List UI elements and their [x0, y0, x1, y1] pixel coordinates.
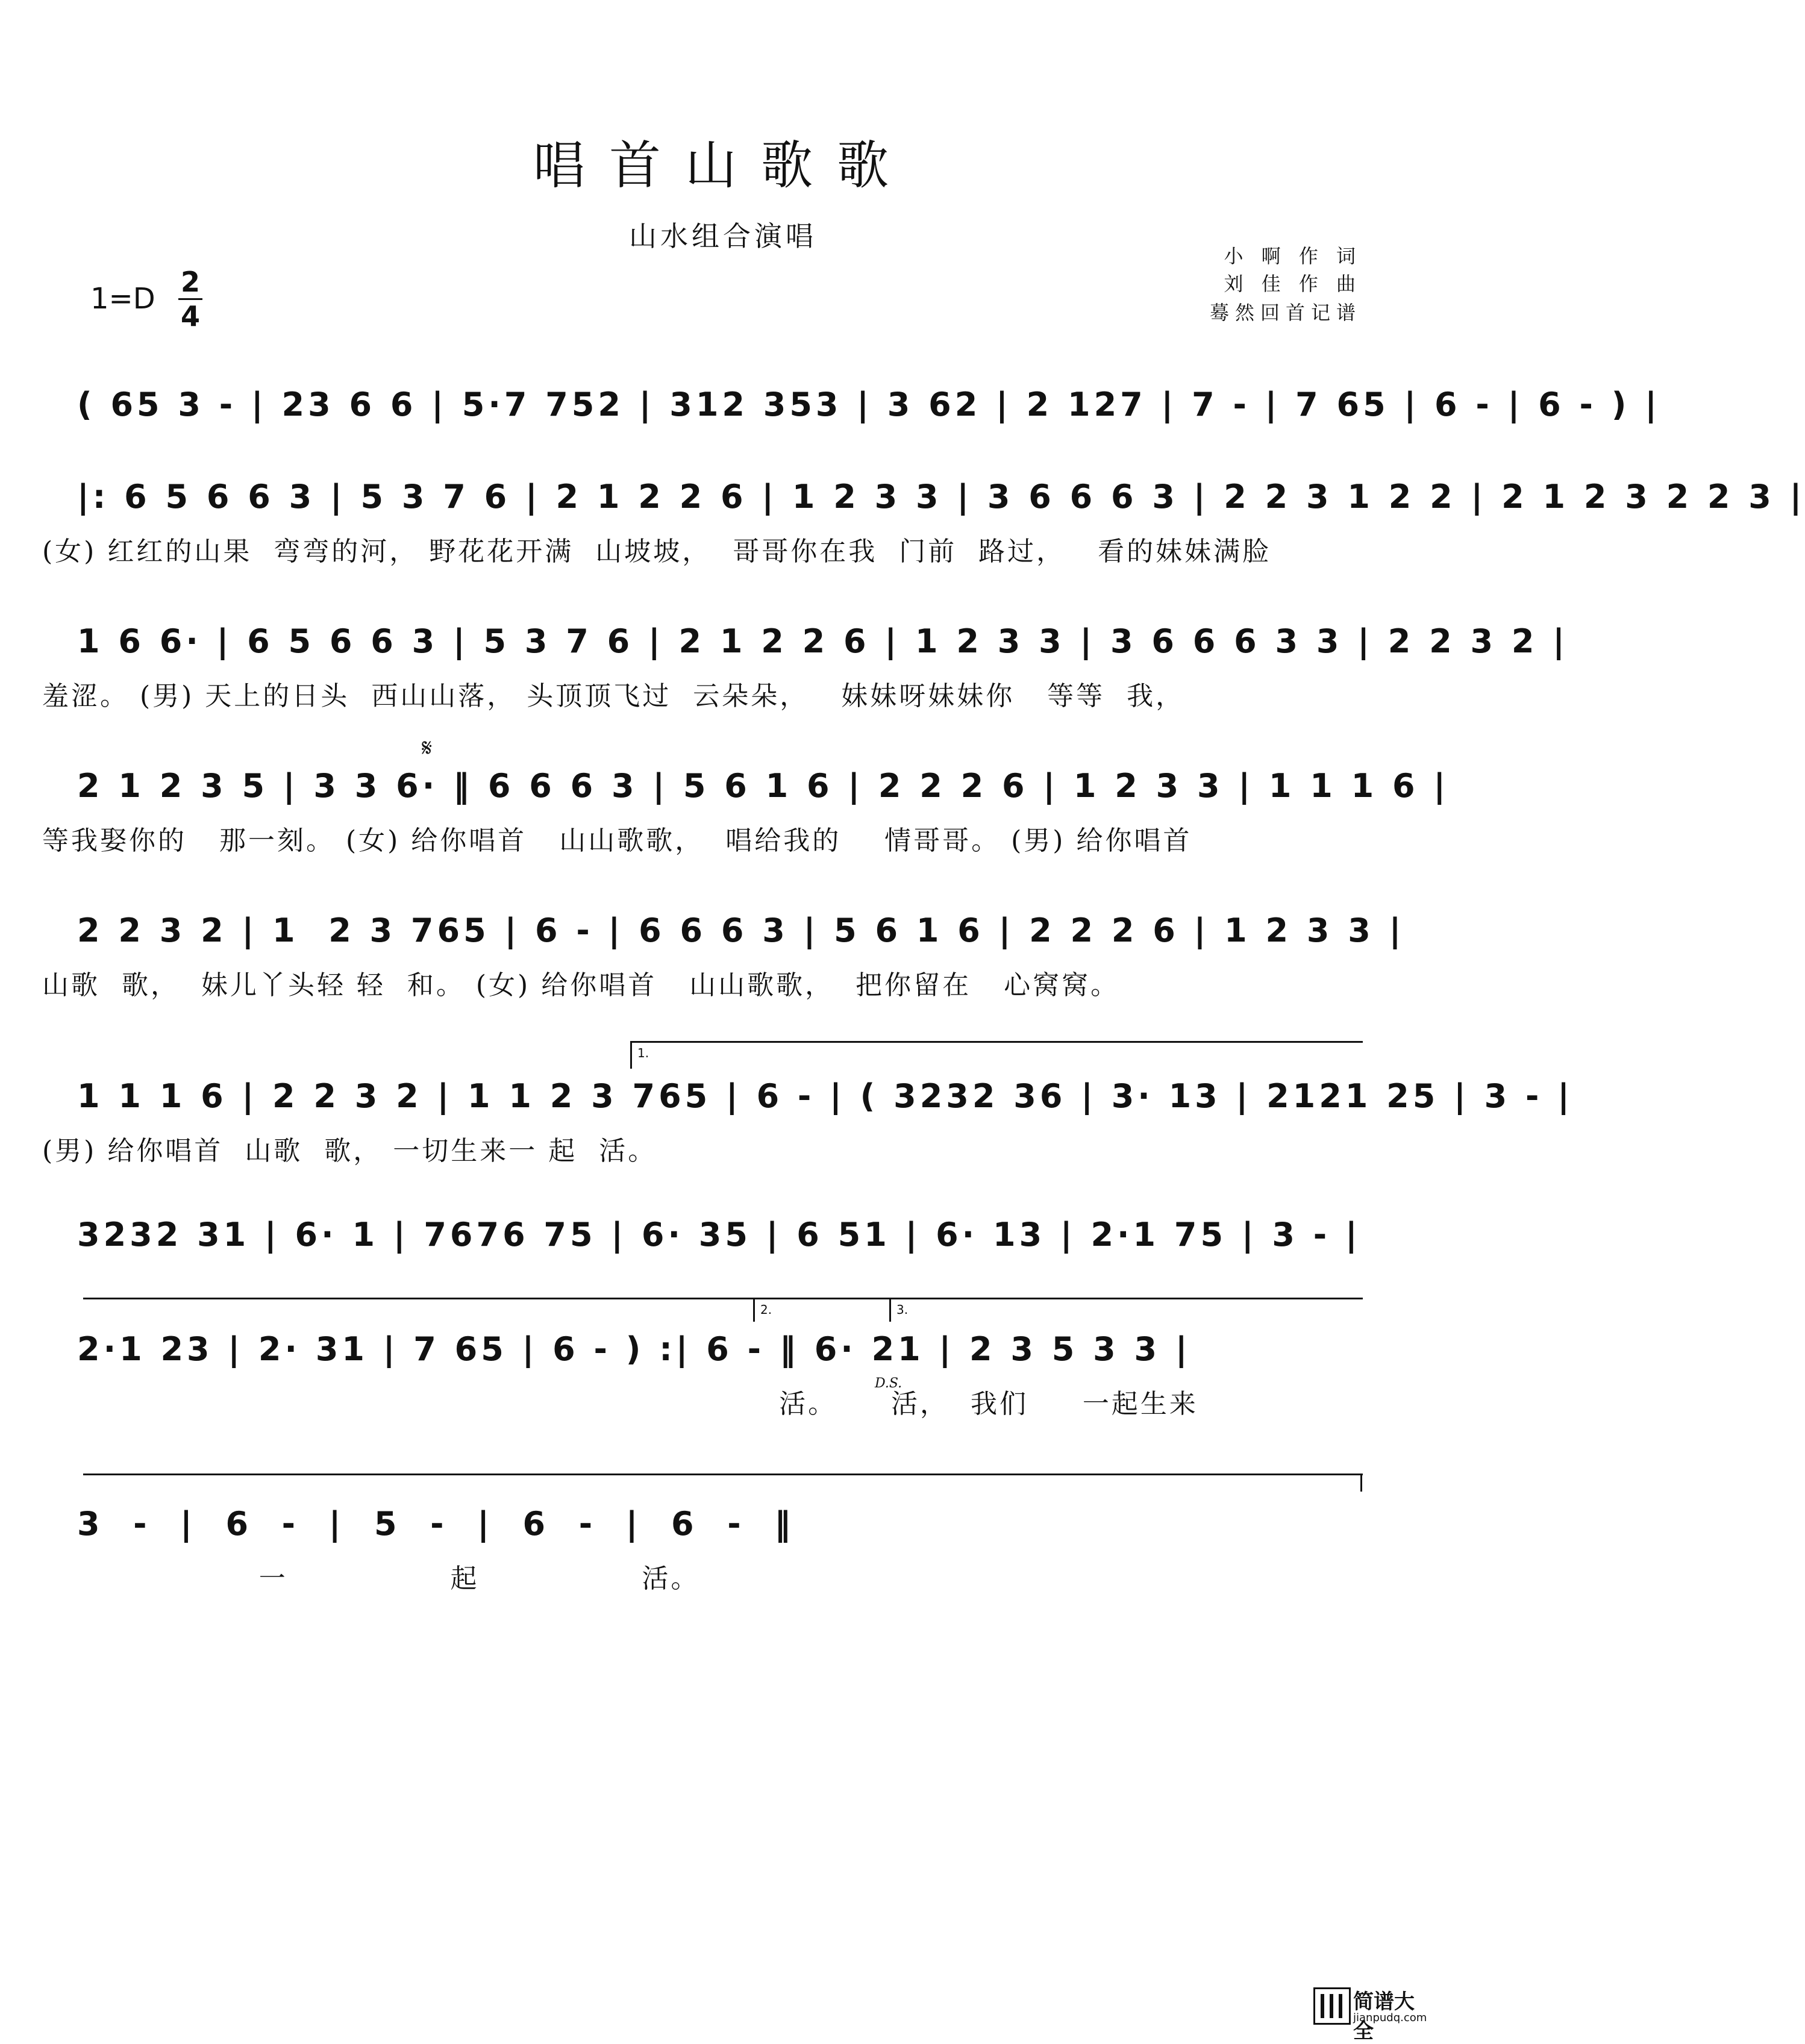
- time-signature: [178, 266, 202, 332]
- score-row-9: [0, 1500, 1446, 1594]
- lyrics-line: 山歌 歌， 妹儿丫头轻 轻 和。 (女) 给你唱首 山山歌歌， 把你留在 心窝窝。: [42, 970, 1120, 1001]
- volta-3-label: 3.: [896, 1302, 909, 1317]
- lyrics-line: 羞涩。 (男) 天上的日头 西山山落， 头顶顶飞过 云朵朵， 妹妹呀妹妹你 等等 我，: [42, 681, 1185, 711]
- segno-sign: 𝄋: [422, 734, 433, 762]
- lyrics-line: 活。 活， 我们 一起生来: [42, 1389, 1198, 1419]
- notes-line: 1 6 6· | 6 5 6 6 3 | 5 3 7 6 | 2 1 2 2 6 | 1 2 3 3 | 3 6 6 6 3 3 | 2 2 3 2 |: [77, 622, 1568, 660]
- score-row-5: [0, 907, 1446, 1001]
- notes-line: ( 65 3 - | 23 6 6 | 5·7 752 | 312 353 | 3 62 | 2 127 | 7 - | 7 65 | 6 - | 6 - ) |: [77, 386, 1660, 423]
- score-row-8: [0, 1325, 1446, 1419]
- page-title: 唱首山歌歌: [533, 136, 913, 196]
- ds-mark: D.S.: [875, 1376, 902, 1391]
- transcriber-credit: 蓦然回首记谱: [1209, 301, 1362, 324]
- notes-line: 2 1 2 3 5 | 3 3 6· ‖ 6 6 6 3 | 5 6 1 6 | 2 2 2 6 | 1 2 3 3 | 1 1 1 6 |: [77, 767, 1450, 805]
- composer-credit: 刘 佳 作 曲: [1224, 272, 1362, 295]
- notes-line: 2·1 23 | 2· 31 | 7 65 | 6 - ) :| 6 - ‖ 6· 21 | 2 3 5 3 3 |: [77, 1330, 1191, 1368]
- notes-line: 3232 31 | 6· 1 | 7676 75 | 6· 35 | 6 51 | 6· 13 | 2·1 75 | 3 - |: [77, 1216, 1361, 1254]
- score-row-1: [0, 381, 1660, 453]
- score-row-3: [0, 617, 1568, 711]
- piano-logo-icon: [1313, 1987, 1351, 2025]
- score-row-7: [0, 1211, 1446, 1283]
- score-row-4: [0, 734, 1450, 856]
- volta-1-bracket: [630, 1041, 1363, 1043]
- site-logo: [1313, 1984, 1434, 2043]
- score-row-2: [0, 473, 1805, 567]
- lyrics-line: (女) 红红的山果 弯弯的河， 野花花开满 山坡坡， 哥哥你在我 门前 路过， 看的妹妹满脸: [42, 536, 1272, 567]
- volta-3-bracket-edge: [889, 1298, 891, 1322]
- score-row-6: [0, 1072, 1573, 1166]
- notes-line: 2 2 3 2 | 1 2 3 765 | 6 - | 6 6 6 3 | 5 6 1 6 | 2 2 2 6 | 1 2 3 3 |: [77, 911, 1405, 949]
- lyricist-credit: 小 啊 作 词: [1224, 245, 1362, 267]
- notes-line: 3 - | 6 - | 5 - | 6 - | 6 - ‖: [77, 1505, 795, 1543]
- performer-subtitle: 山水组合演唱: [629, 220, 817, 252]
- lyrics-line: 一 起 活。: [42, 1563, 700, 1594]
- volta-3-continuation: [83, 1474, 1363, 1475]
- volta-3-end: [1360, 1474, 1362, 1492]
- volta-1-continuation: [83, 1298, 1363, 1299]
- time-bottom: 4: [180, 300, 200, 333]
- lyrics-line: 等我娶你的 那一刻。 (女) 给你唱首 山山歌歌， 唱给我的 情哥哥。 (男) 给你唱首: [42, 825, 1192, 856]
- volta-2-label: 2.: [760, 1302, 772, 1317]
- logo-url: jianpudq.com: [1353, 2011, 1427, 2024]
- lyrics-line: (男) 给你唱首 山歌 歌， 一切生来一 起 活。: [42, 1136, 657, 1166]
- volta-2-bracket-edge: [753, 1298, 755, 1322]
- time-top: 2: [180, 266, 200, 298]
- notes-line: |: 6 5 6 6 3 | 5 3 7 6 | 2 1 2 2 6 | 1 2 3 3 | 3 6 6 6 3 | 2 2 3 1 2 2 | 2 1 2 3 2 2 3 |: [77, 478, 1805, 516]
- volta-1-label: 1.: [637, 1046, 649, 1060]
- volta-1-bracket-edge: [630, 1041, 632, 1069]
- key-signature: 1=D: [90, 282, 155, 316]
- logo-name: 简谱大全: [1353, 1990, 1415, 2043]
- notes-line: 1 1 1 6 | 2 2 3 2 | 1 1 2 3 765 | 6 - | ( 3232 36 | 3· 13 | 2121 25 | 3 - |: [77, 1077, 1573, 1115]
